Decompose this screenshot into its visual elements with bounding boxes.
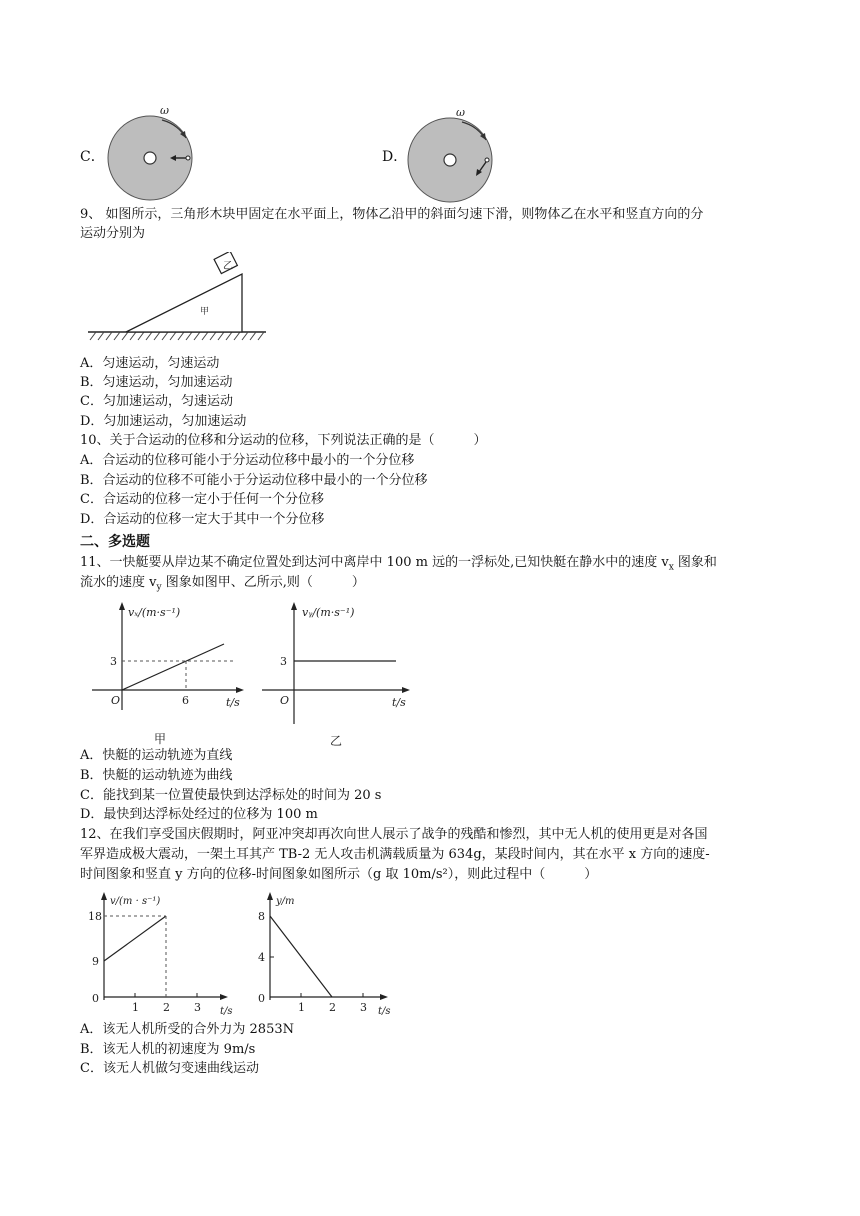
q8-disk-figure-d bbox=[400, 98, 510, 208]
q12-v-ytick-9: 9 bbox=[92, 955, 99, 968]
q12-v-xlabel: t/s bbox=[220, 1006, 233, 1017]
q12-v-ytick-18: 18 bbox=[88, 910, 102, 923]
q12-y-ytick-4: 4 bbox=[258, 951, 265, 964]
q12-option-a: A．该无人机所受的合外力为 2853N bbox=[80, 1022, 294, 1037]
q8-disk-figure-c bbox=[100, 98, 210, 208]
q9-option-b: B．匀速运动，匀加速运动 bbox=[80, 375, 233, 390]
q11-option-a: A．快艇的运动轨迹为直线 bbox=[80, 748, 233, 763]
q9-option-a: A．匀速运动，匀速运动 bbox=[80, 356, 220, 371]
q10-option-b: B．合运动的位移不可能小于分运动位移中最小的一个分位移 bbox=[80, 473, 428, 488]
q12-v-xtick-2: 2 bbox=[163, 1001, 170, 1014]
q11-stem-line2: 流水的速度 $v_y$ 图象如图甲、乙所示,则（ ） bbox=[80, 575, 365, 593]
q11-option-d: D．最快到达浮标处经过的位移为 100 m bbox=[80, 807, 318, 822]
q12-stem-line1: 12、在我们享受国庆假期时，阿亚冲突却再次向世人展示了战争的残酷和惨烈，其中无人机的使用更是对各国 bbox=[80, 827, 708, 842]
q12-y-ytick-0: 0 bbox=[258, 992, 265, 1005]
q8-option-d-label: D． bbox=[382, 149, 408, 165]
q9-stem-line1: 9、 如图所示，三角形木块甲固定在水平面上，物体乙沿甲的斜面匀速下滑，则物体乙在水平和竖直方向的分 bbox=[80, 207, 704, 222]
q8-omega-c: ω bbox=[160, 104, 169, 117]
q11-graph-jia bbox=[88, 598, 248, 748]
q11-jia-caption: 甲 bbox=[154, 732, 167, 746]
q8-omega-d: ω bbox=[456, 106, 465, 119]
q9-wedge-label: 甲 bbox=[200, 307, 210, 317]
q11-stem-line1: 11、一快艇要从岸边某不确定位置处到达河中离岸中 100 m 远的一浮标处,已知快艇在静水中的速度 $v_x$ 图象和 bbox=[80, 555, 717, 573]
q9-stem-line2: 运动分别为 bbox=[80, 226, 146, 241]
q9-option-c: C．匀加速运动，匀速运动 bbox=[80, 394, 233, 409]
q12-option-c: C．该无人机做匀变速曲线运动 bbox=[80, 1061, 259, 1076]
q8-option-c-label: C． bbox=[80, 149, 105, 165]
q11-yi-caption: 乙 bbox=[330, 734, 343, 748]
section-title-multiple-choice: 二、多选题 bbox=[80, 534, 150, 550]
q12-y-xtick-3: 3 bbox=[360, 1001, 367, 1014]
q10-option-c: C．合运动的位移一定小于任何一个分位移 bbox=[80, 492, 324, 507]
q12-v-ylabel: v/(m · s⁻¹) bbox=[110, 896, 161, 907]
q12-v-xtick-1: 1 bbox=[132, 1001, 139, 1014]
q10-option-a: A．合运动的位移可能小于分运动位移中最小的一个分位移 bbox=[80, 453, 415, 468]
q11-jia-xtick: 6 bbox=[182, 694, 189, 707]
q11-jia-ytick: 3 bbox=[110, 655, 117, 668]
q12-y-xtick-2: 2 bbox=[329, 1001, 336, 1014]
q12-y-ylabel: y/m bbox=[276, 896, 295, 907]
q12-option-b: B．该无人机的初速度为 9m/s bbox=[80, 1042, 256, 1057]
q11-yi-ylabel: vᵧ/(m·s⁻¹) bbox=[302, 606, 355, 619]
q12-y-xlabel: t/s bbox=[378, 1006, 391, 1017]
q12-v-ytick-0: 0 bbox=[92, 992, 99, 1005]
q9-option-d: D．匀加速运动，匀加速运动 bbox=[80, 414, 247, 429]
q12-v-xtick-3: 3 bbox=[194, 1001, 201, 1014]
q12-y-ytick-8: 8 bbox=[258, 910, 265, 923]
q9-incline-figure bbox=[84, 252, 274, 347]
q10-stem: 10、关于合运动的位移和分运动的位移，下列说法正确的是（ ） bbox=[80, 433, 487, 448]
q11-jia-ylabel: vₓ/(m·s⁻¹) bbox=[128, 606, 181, 619]
q11-jia-origin: O bbox=[111, 694, 121, 707]
q11-jia-xlabel: t/s bbox=[226, 696, 240, 709]
q11-yi-ytick: 3 bbox=[280, 655, 287, 668]
q12-graph-velocity bbox=[84, 890, 244, 1018]
q12-graph-displacement bbox=[254, 890, 404, 1018]
q12-stem-line3: 时间图象和竖直 y 方向的位移-时间图象如图所示（g 取 10m/s²），则此过程中（ ） bbox=[80, 867, 598, 882]
q12-stem-line2: 军界造成极大震动，一架土耳其产 TB-2 无人攻击机满载质量为 634g，某段时间内，其在水平 x 方向的速度- bbox=[80, 847, 710, 862]
q12-y-xtick-1: 1 bbox=[298, 1001, 305, 1014]
q11-graph-yi bbox=[258, 598, 418, 748]
q11-yi-origin: O bbox=[280, 694, 290, 707]
q11-yi-xlabel: t/s bbox=[392, 696, 406, 709]
q11-option-b: B．快艇的运动轨迹为曲线 bbox=[80, 768, 233, 783]
q9-block-label: 乙 bbox=[223, 261, 233, 272]
q11-option-c: C．能找到某一位置使最快到达浮标处的时间为 20 s bbox=[80, 788, 382, 803]
q10-option-d: D．合运动的位移一定大于其中一个分位移 bbox=[80, 512, 325, 527]
